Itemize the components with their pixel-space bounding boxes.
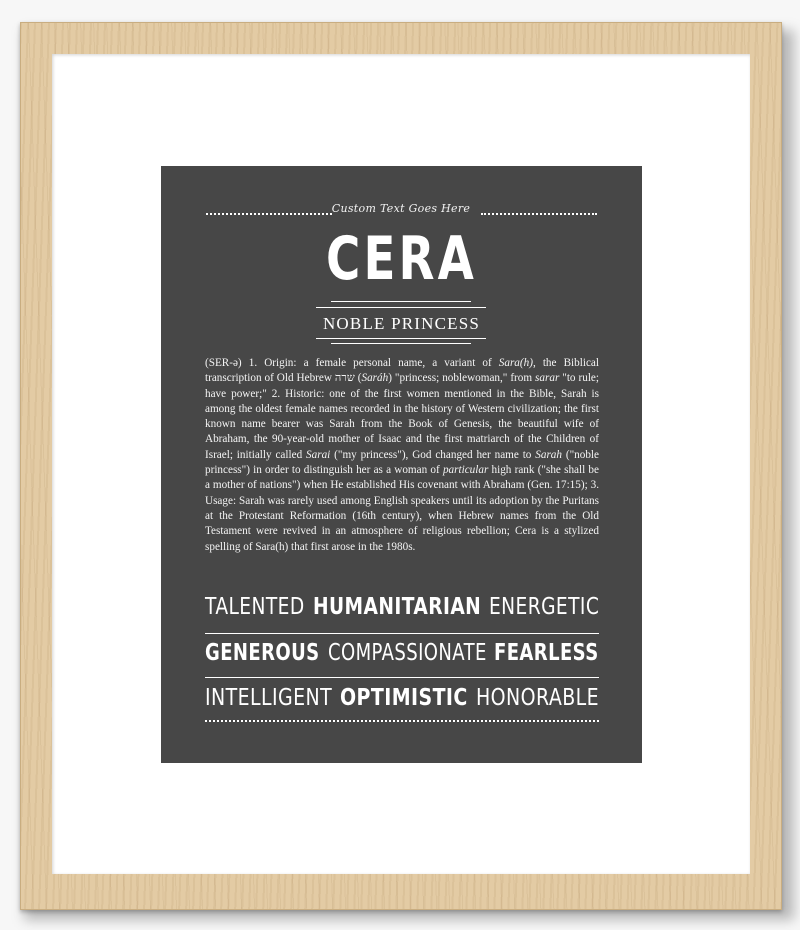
trait-word: HUMANITARIAN: [312, 594, 481, 620]
name-print: [161, 166, 642, 763]
trait-word: HONORABLE: [475, 685, 599, 711]
name-meaning: NOBLE PRINCESS: [322, 314, 481, 333]
definition-text: (SER-ə) 1. Origin: a female personal name, a variant of Sara(h), the Biblical transcription of Old Hebrew שרה (Saráh) "princess; noblewoman," from sarar "to rule; have power;" 2. Historic: one of the first women mentioned in the Bible, Sarah is among the oldest female names recorded in the history of Western civilization; the first known name bearer was Sarah from the Book of Genesis, the beautiful wife of Abraham, the 90-year-old mother of Isaac and the first matriarch of the Children of Israel; initially called Sarai ("my princess"), God changed her name to Sarah ("noble princess") in order to distinguish her as a woman of particular high rank ("she shall be a mother of nations") when He established His covenant with Abraham (Gen. 17:15); 3. Usage: Sarah was rarely used among English speakers until its adoption by the Puritans at the Protestant Reformation (16th century), when Hebrew names from the Old Testament were revived in an atmosphere of religious rebellion; Cera is a stylized spelling of Sara(h) that first arose in the 1980s.: [205, 357, 600, 553]
dotted-rule-right: [481, 213, 597, 215]
dotted-rule-bottom: [205, 720, 599, 722]
trait-divider: [205, 677, 599, 678]
trait-word: TALENTED: [205, 594, 305, 620]
traits-row-3: [205, 685, 599, 711]
trait-word: INTELLIGENT: [205, 685, 333, 711]
trait-word: FEARLESS: [494, 640, 599, 666]
traits-row-1: [205, 594, 599, 620]
name-title: CERA: [325, 224, 478, 294]
trait-word: COMPASSIONATE: [327, 640, 487, 666]
rule-line: [331, 301, 471, 302]
rule-line: [331, 343, 471, 344]
white-mat: [52, 54, 750, 874]
trait-divider: [205, 633, 599, 634]
trait-word: OPTIMISTIC: [340, 685, 468, 711]
trait-word: GENEROUS: [205, 640, 320, 666]
wooden-frame: [20, 22, 782, 910]
custom-text: Custom Text Goes Here: [331, 202, 471, 215]
trait-word: ENERGETIC: [488, 594, 599, 620]
rule-line: [316, 338, 486, 339]
traits-row-2: [205, 640, 599, 666]
rule-line: [316, 307, 486, 308]
